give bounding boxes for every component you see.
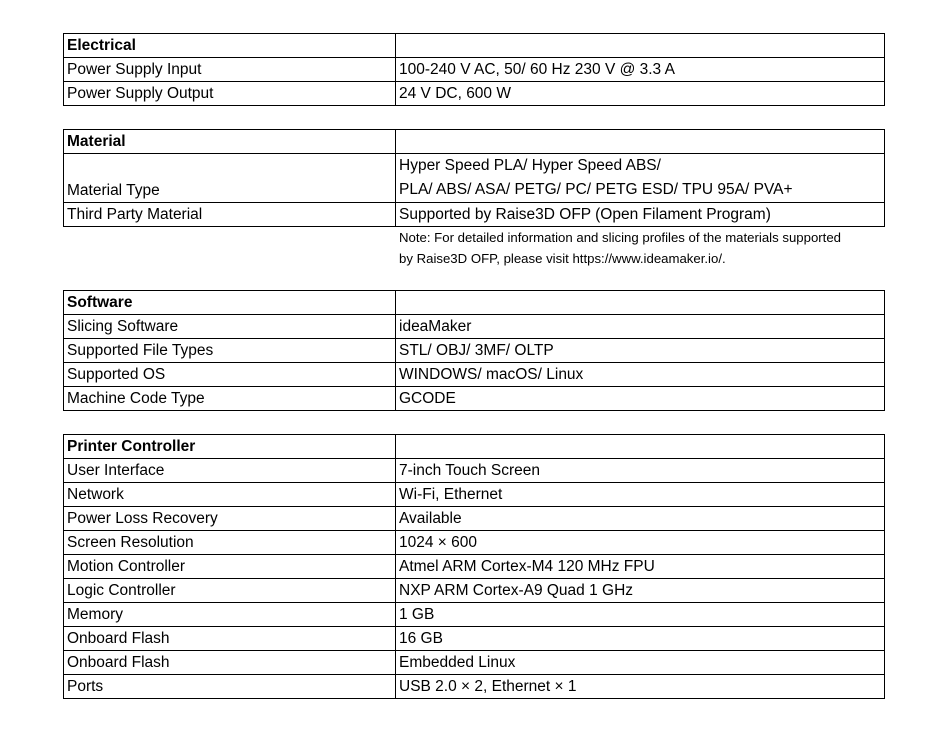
row-label: Slicing Software <box>64 315 396 339</box>
row-label: Machine Code Type <box>64 387 396 411</box>
table-header-row <box>64 435 885 459</box>
row-label: Power Supply Input <box>64 58 396 82</box>
row-value: GCODE <box>396 387 885 411</box>
row-value: ideaMaker <box>396 315 885 339</box>
note-line: by Raise3D OFP, please visit https://www.ideamaker.io/. <box>399 250 726 266</box>
note-line: Note: For detailed information and slicing profiles of the materials supported <box>399 230 842 245</box>
empty-header-cell <box>396 291 885 315</box>
software-table <box>63 290 885 411</box>
table-row <box>64 154 885 203</box>
material-type-line: PLA/ ABS/ ASA/ PETG/ PC/ PETG ESD/ TPU 95A/ PVA+ <box>399 181 793 198</box>
row-value: Embedded Linux <box>396 651 885 675</box>
row-value: STL/ OBJ/ 3MF/ OLTP <box>396 339 885 363</box>
row-value: 1024 × 600 <box>396 531 885 555</box>
table-header-row <box>64 130 885 154</box>
table-row <box>64 459 885 483</box>
row-label: Material Type <box>64 154 396 203</box>
row-value: 7-inch Touch Screen <box>396 459 885 483</box>
table-row <box>64 387 885 411</box>
table-row <box>64 363 885 387</box>
section-title: Electrical <box>64 34 396 58</box>
table-row <box>64 579 885 603</box>
row-label: Power Loss Recovery <box>64 507 396 531</box>
table-row <box>64 339 885 363</box>
table-header-row <box>64 291 885 315</box>
row-value: Atmel ARM Cortex-M4 120 MHz FPU <box>396 555 885 579</box>
row-label: Power Supply Output <box>64 82 396 106</box>
row-value: NXP ARM Cortex-A9 Quad 1 GHz <box>396 579 885 603</box>
table-row <box>64 555 885 579</box>
table-header-row <box>64 34 885 58</box>
table-row <box>64 483 885 507</box>
table-row <box>64 315 885 339</box>
row-label: Supported File Types <box>64 339 396 363</box>
row-label: Network <box>64 483 396 507</box>
row-value <box>396 154 885 203</box>
table-row <box>64 203 885 227</box>
table-row <box>64 58 885 82</box>
material-table <box>63 129 885 227</box>
row-label: Screen Resolution <box>64 531 396 555</box>
electrical-table <box>63 33 885 106</box>
row-value: USB 2.0 × 2, Ethernet × 1 <box>396 675 885 699</box>
empty-header-cell <box>396 34 885 58</box>
table-row <box>64 507 885 531</box>
row-value: Supported by Raise3D OFP (Open Filament Program) <box>396 203 885 227</box>
empty-header-cell <box>396 435 885 459</box>
table-row <box>64 675 885 699</box>
row-value: Available <box>396 507 885 531</box>
row-value: 100-240 V AC, 50/ 60 Hz 230 V @ 3.3 A <box>396 58 885 82</box>
row-label: Ports <box>64 675 396 699</box>
section-title: Material <box>64 130 396 154</box>
row-value: Wi-Fi, Ethernet <box>396 483 885 507</box>
row-label: Memory <box>64 603 396 627</box>
table-row <box>64 531 885 555</box>
section-title: Printer Controller <box>64 435 396 459</box>
table-row <box>64 651 885 675</box>
table-row <box>64 603 885 627</box>
row-label: Onboard Flash <box>64 627 396 651</box>
row-label: Supported OS <box>64 363 396 387</box>
row-label: User Interface <box>64 459 396 483</box>
section-title: Software <box>64 291 396 315</box>
row-value: 16 GB <box>396 627 885 651</box>
row-value: 1 GB <box>396 603 885 627</box>
row-label: Third Party Material <box>64 203 396 227</box>
row-label: Motion Controller <box>64 555 396 579</box>
table-row <box>64 627 885 651</box>
row-label: Onboard Flash <box>64 651 396 675</box>
row-value: WINDOWS/ macOS/ Linux <box>396 363 885 387</box>
printer-controller-table <box>63 434 885 699</box>
material-note <box>399 228 879 269</box>
empty-header-cell <box>396 130 885 154</box>
row-label: Logic Controller <box>64 579 396 603</box>
material-type-line: Hyper Speed PLA/ Hyper Speed ABS/ <box>399 157 661 174</box>
row-value: 24 V DC, 600 W <box>396 82 885 106</box>
table-row <box>64 82 885 106</box>
